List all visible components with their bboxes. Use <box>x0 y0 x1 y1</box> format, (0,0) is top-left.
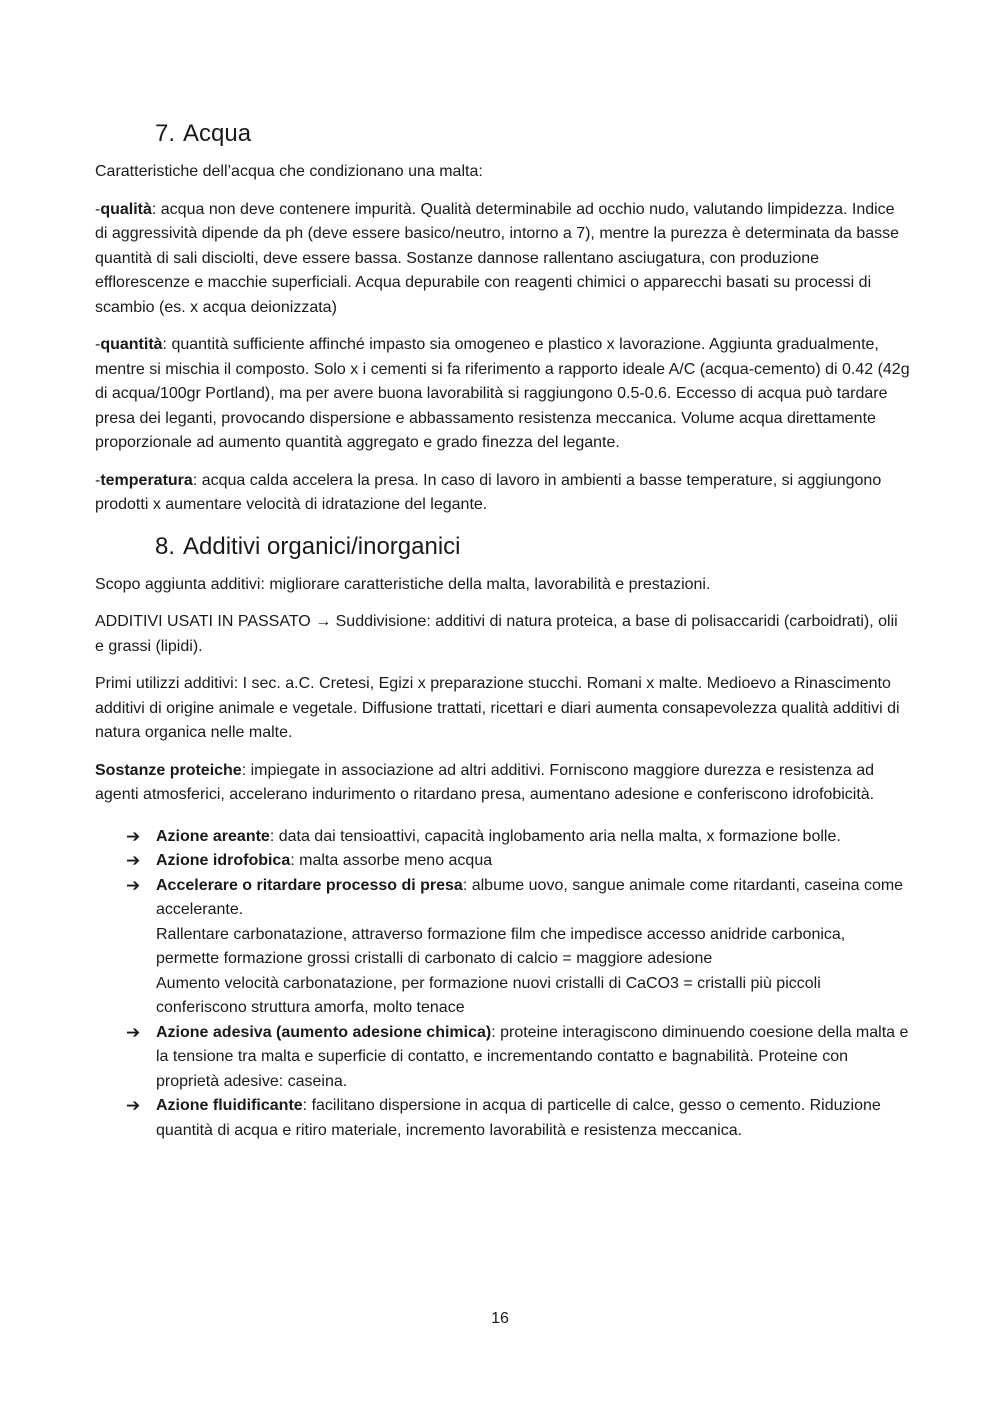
text-qualita: : acqua non deve contenere impurità. Qualità determinabile ad occhio nudo, valutando limpidezza. Indice di aggressività dipende da ph (deve essere basico/neutro, intorno a 7), mentre la purezza è determinata da basse quantità di sali disciolti, deve essere bassa. Sostanze dannose rallentano asciugatura, con produzione efflorescenze e macchie superficiali. Acqua depurabile con reagenti chimici o apparecchi basati su processi di scambio (es. x acqua deionizzata) <box>95 200 900 316</box>
item-label: Azione fluidificante <box>156 1097 303 1114</box>
item-label: Azione adesiva (aumento adesione chimica) <box>156 1023 492 1041</box>
arrow-right-icon: ➔ <box>126 875 141 895</box>
paragraph-additivi-passato: ADDITIVI USATI IN PASSATO → Suddivisione: additivi di natura proteica, a base di polisaccaridi (carboidrati), olii e grassi (lipidi). <box>95 613 898 655</box>
section-7-number: 7. <box>155 120 176 147</box>
text-quantita: : quantità sufficiente affinché impasto sia omogeneo e plastico x lavorazione. Aggiunta gradualmente, mentre si mischia il composto. Solo x i cementi si fa riferimento a rapporto ideale A/C (acqua-cemento) di 0.42 (42g di acqua/100gr Portland), ma per avere buona lavorabilità si raggiungono 0.5-0.6. Eccesso di acqua può tardare presa dei leganti, provocando dispersione e abbassamento resistenza meccanica. Volume acqua direttamente proporzionale ad aumento quantità aggregato e grado finezza del legante. <box>95 336 910 451</box>
paragraph-primi-utilizzi: Primi utilizzi additivi: I sec. a.C. Cretesi, Egizi x preparazione stucchi. Romani x malte. Medioevo a Rinascimento additivi di origine animale e vegetale. Diffusione trattati, ricettari e diari aumenta consapevolezza qualità additivi di natura organica nelle malte. <box>95 675 900 741</box>
list-item <box>126 849 910 874</box>
paragraph-scopo: Scopo aggiunta additivi: migliorare caratteristiche della malta, lavorabilità e prestazioni. <box>95 575 711 593</box>
section-8-heading <box>95 531 910 563</box>
item-text: : data dai tensioattivi, capacità inglobamento aria nella malta, x formazione bolle. <box>269 827 841 845</box>
section-7-intro: Caratteristiche dell’acqua che condizionano una malta: <box>95 163 483 180</box>
item-text: : proteine interagiscono diminuendo coesione della malta e la tensione tra malta e superficie di contatto, e incrementando contatto e bagnabilità. Proteine con proprietà adesive: caseina. <box>156 1023 909 1090</box>
arrow-right-icon: ➔ <box>126 851 141 870</box>
label-sostanze-proteiche: Sostanze proteiche <box>95 761 242 779</box>
text-sostanze-proteiche: : impiegate in associazione ad altri additivi. Forniscono maggiore durezza e resistenza ad agenti atmosferici, accelerano indurimento o ritardano presa, aumentano adesione e conferiscono idrofobicità. <box>95 761 875 803</box>
arrow-right-icon: ➔ <box>126 1096 141 1115</box>
arrow-right-icon: ➔ <box>126 1022 141 1042</box>
item-text: : albume uovo, sangue animale come ritardanti, caseina come accelerante. <box>156 876 904 918</box>
list-item <box>126 825 910 850</box>
list-item <box>126 1094 910 1143</box>
arrow-right-icon: ➔ <box>126 826 141 846</box>
dash: - <box>95 471 101 489</box>
label-quantita: quantità <box>100 336 163 353</box>
dash: - <box>95 200 101 218</box>
arrow-list <box>95 825 910 1144</box>
item-extra-text: Aumento velocità carbonatazione, per formazione nuovi cristalli di CaCO3 = cristalli più piccoli conferiscono struttura amorfa, molto tenace <box>156 974 821 1016</box>
item-text: : facilitano dispersione in acqua di particelle di calce, gesso o cemento. Riduzione quantità di acqua e ritiro materiale, incremento lavorabilità e resistenza meccanica. <box>156 1097 881 1139</box>
section-7-title: Acqua <box>183 120 252 147</box>
list-item <box>126 874 910 1021</box>
label-temperatura: temperatura <box>100 471 193 489</box>
page-number: 16 <box>491 1310 509 1327</box>
item-label: Azione idrofobica <box>156 852 291 869</box>
list-item <box>126 1021 910 1095</box>
section-7-heading <box>95 118 910 150</box>
item-text: : malta assorbe meno acqua <box>290 852 493 869</box>
paragraph-temperatura <box>95 469 910 518</box>
item-extra-text: Rallentare carbonatazione, attraverso formazione film che impedisce accesso anidride carbonica, permette formazione grossi cristalli di carbonato di calcio = maggiore adesione <box>156 925 846 967</box>
label-qualita: qualità <box>100 200 152 218</box>
paragraph-quantita <box>95 333 910 456</box>
document-page <box>95 118 910 1143</box>
section-8-number: 8. <box>155 532 176 560</box>
paragraph-qualita <box>95 198 910 321</box>
dash: - <box>95 336 101 353</box>
text-temperatura: : acqua calda accelera la presa. In caso di lavoro in ambienti a basse temperature, si aggiungono prodotti x aumentare velocità di idratazione del legante. <box>95 471 882 513</box>
item-label: Azione areante <box>156 827 270 845</box>
section-8-title: Additivi organici/inorganici <box>183 532 461 560</box>
item-label: Accelerare o ritardare processo di presa <box>156 876 463 894</box>
paragraph-sostanze-proteiche <box>95 759 910 808</box>
